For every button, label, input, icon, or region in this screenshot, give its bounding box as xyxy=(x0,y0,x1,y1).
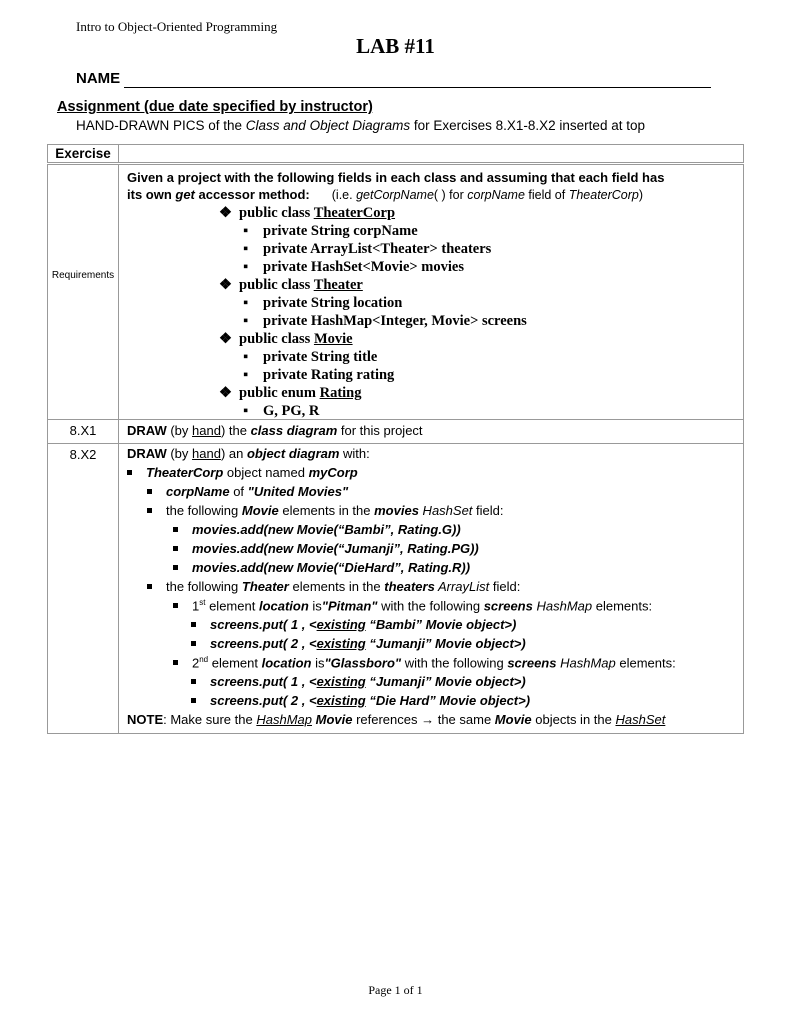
header-exercise: Exercise xyxy=(55,146,111,161)
field-screens: ▪ private HashMap<Integer, Movie> screens xyxy=(243,313,527,329)
assignment-title: Assignment (due date specified by instructor) xyxy=(57,99,373,115)
x2-line-9: 1st element location is"Pitman" with the following screens HashMap elements: xyxy=(173,598,652,613)
x2-line-5: movies.add(new Movie(“Bambi”, Rating.G)) xyxy=(173,522,461,537)
assignment-description: HAND-DRAWN PICS of the Class and Object Diagrams for Exercises 8.X1-8.X2 inserted at top xyxy=(76,118,645,133)
lab-title: LAB #11 xyxy=(356,34,435,58)
name-line xyxy=(124,87,711,88)
x2-line-3: corpName of "United Movies" xyxy=(147,484,348,499)
requirements-intro: Given a project with the following fields in each class and assuming that each field has its own get accessor method: (i.e. getCorpName( ) for corpName field of TheaterCorp) xyxy=(127,170,665,202)
x2-line-6: movies.add(new Movie(“Jumanji”, Rating.PG)) xyxy=(173,541,479,556)
x1-label-cell xyxy=(48,420,119,444)
x2-label-cell xyxy=(48,444,119,734)
header-exercise-cell xyxy=(48,145,119,164)
name-label: NAME xyxy=(76,70,121,87)
x2-note: NOTE: Make sure the HashMap Movie references → the same Movie objects in the HashSet xyxy=(127,712,666,727)
page-footer: Page 1 of 1 xyxy=(368,983,423,997)
field-rating: ▪ private Rating rating xyxy=(243,367,395,383)
x2-line-14: screens.put( 2 , <existing “Die Hard” Movie object>) xyxy=(191,693,530,708)
x2-label: 8.X2 xyxy=(69,447,97,462)
x2-line-1: DRAW (by hand) an object diagram with: xyxy=(127,446,370,461)
field-location: ▪ private String location xyxy=(243,295,403,311)
x2-line-12: 2nd element location is"Glassboro" with the following screens HashMap elements: xyxy=(173,655,676,670)
exercise-row-x1 xyxy=(48,420,744,444)
x2-line-8: the following Theater elements in the theaters ArrayList field: xyxy=(147,579,520,594)
x2-line-7: movies.add(new Movie(“DieHard”, Rating.R)) xyxy=(173,560,470,575)
class-movie: ❖ public class Movie xyxy=(219,331,353,347)
requirements-label-cell xyxy=(48,164,119,420)
header-empty-cell xyxy=(119,145,744,164)
requirements-content xyxy=(119,164,744,420)
x2-line-2: TheaterCorp object named myCorp xyxy=(127,465,358,480)
x1-label: 8.X1 xyxy=(69,423,97,438)
exercise-row-x2 xyxy=(48,444,744,734)
field-corpname: ▪ private String corpName xyxy=(243,223,418,239)
x2-line-4: the following Movie elements in the movies HashSet field: xyxy=(147,503,504,518)
x2-line-11: screens.put( 2 , <existing “Jumanji” Movie object>) xyxy=(191,636,526,651)
course-title: Intro to Object-Oriented Programming xyxy=(76,19,278,34)
class-theater: ❖ public class Theater xyxy=(219,277,363,293)
x2-content xyxy=(119,444,744,734)
requirements-label: Requirements xyxy=(51,270,115,281)
x2-line-10: screens.put( 1 , <existing “Bambi” Movie object>) xyxy=(191,617,516,632)
requirements-row xyxy=(48,164,744,420)
exercise-table xyxy=(47,144,744,734)
x2-line-13: screens.put( 1 , <existing “Jumanji” Movie object>) xyxy=(191,674,526,689)
class-theatercorp: ❖ public class TheaterCorp xyxy=(219,205,396,221)
field-title: ▪ private String title xyxy=(243,349,378,365)
enum-values: ▪ G, PG, R xyxy=(243,403,320,419)
field-movies: ▪ private HashSet<Movie> movies xyxy=(243,259,464,275)
x1-content: DRAW (by hand) the class diagram for this project xyxy=(119,420,744,444)
enum-rating: ❖ public enum Rating xyxy=(219,385,362,401)
field-theaters: ▪ private ArrayList<Theater> theaters xyxy=(243,241,492,257)
table-header-row xyxy=(48,145,744,164)
